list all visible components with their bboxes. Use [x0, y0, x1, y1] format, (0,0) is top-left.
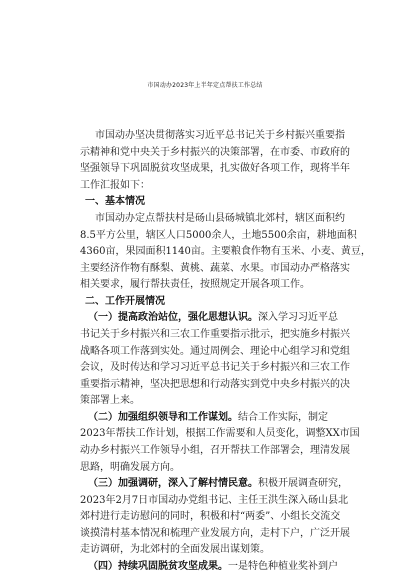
- item-2-label: （二）加强组织领导和工作谋划。: [88, 411, 238, 423]
- section-1-line-3: 4360亩，果园面积1140亩。主要粮食作物有玉米、小麦、黄豆，: [80, 246, 371, 257]
- intro-line-4: 工作汇报如下：: [80, 179, 150, 191]
- document-title: 市国动办2023年上半年定点帮扶工作总结: [147, 82, 263, 89]
- section-2-heading: 二、工作开展情况: [85, 295, 165, 307]
- item-2-line-4: 思路，明确发展方向。: [80, 461, 180, 473]
- item-3-label: （三）加强调研，深入了解村情民意。: [88, 478, 258, 490]
- item-2-first-line: [88, 413, 328, 423]
- item-1-line-3: 战略各项工作落到实处。通过周例会、理论中心组学习和党组: [80, 345, 350, 357]
- intro-line-3: 坚强领导下巩固脱贫攻坚成果，扎实做好各项工作，现将半年: [80, 163, 350, 175]
- item-1-line-5: 重要指示精神，坚决把思想和行动落实到党中央乡村振兴的决: [80, 378, 350, 390]
- item-3-line-3: 郊村进行走访慰问的同时，积极和村“两委”、小组长交流交: [80, 511, 341, 523]
- section-1-line-4: 主要经济作物有酥梨、黄桃、蔬菜、水果。市国动办严格落实: [80, 262, 350, 274]
- item-2-line-3: 动办乡村振兴工作领导小组，召开帮扶工作部署会，理清发展: [80, 445, 350, 456]
- item-3-line-4: 谈摸清村基本情况和梳理产业发展方向，走村下户，广泛开展: [80, 527, 350, 539]
- item-1-line-1: 深入学习习近平总: [258, 312, 338, 324]
- item-1-line-6: 策部署上来。: [80, 395, 140, 407]
- item-2-line-2: 2023年帮扶工作计划，根据工作需要和人员变化，调整XX市国: [80, 428, 360, 440]
- item-3-line-2: 2023年2月7日市国动办党组书记、主任王洪生深入砀山县北: [80, 494, 349, 506]
- item-4-line-1: 一是特色种植业奖补到户: [228, 561, 338, 572]
- intro-line-1: 市国动办坚决贯彻落实习近平总书记关于乡村振兴重要指: [95, 130, 345, 141]
- item-2-line-1: 结合工作实际，制定: [238, 411, 328, 423]
- section-1-heading: 一、基本情况: [85, 196, 145, 208]
- item-1-line-4: 会议，及时传达和学习习近平总书记关于乡村振兴和三农工作: [80, 362, 350, 374]
- item-1-label: （一）提高政治站位，强化思想认识。: [88, 312, 258, 324]
- item-3-line-5: 走访调研，为北郊村的全面发展出谋划策。: [80, 544, 270, 556]
- item-3-line-1: 积极开展调查研究，: [258, 478, 348, 490]
- item-3-first-line: [88, 479, 348, 489]
- intro-line-2: 示精神和党中央关于乡村振兴的决策部署，在市委、市政府的: [80, 146, 350, 158]
- section-1-line-1: 市国动办定点帮扶村是砀山县砀城镇北郊村，辖区面积约: [95, 212, 345, 224]
- section-1-line-5: 相关要求，履行帮扶责任，按照规定开展各项工作。: [80, 279, 310, 291]
- item-4-first-line: [88, 562, 338, 572]
- item-4-label: （四）持续巩固脱贫攻坚成果。: [88, 561, 228, 572]
- item-1-line-2: 书记关于乡村振兴和三农工作重要指示批示，把实施乡村振兴: [80, 328, 350, 340]
- item-1-first-line: [88, 313, 338, 323]
- section-1-line-2: 8.5平方公里，辖区人口5000余人，土地5500余亩，耕地面积: [80, 229, 357, 241]
